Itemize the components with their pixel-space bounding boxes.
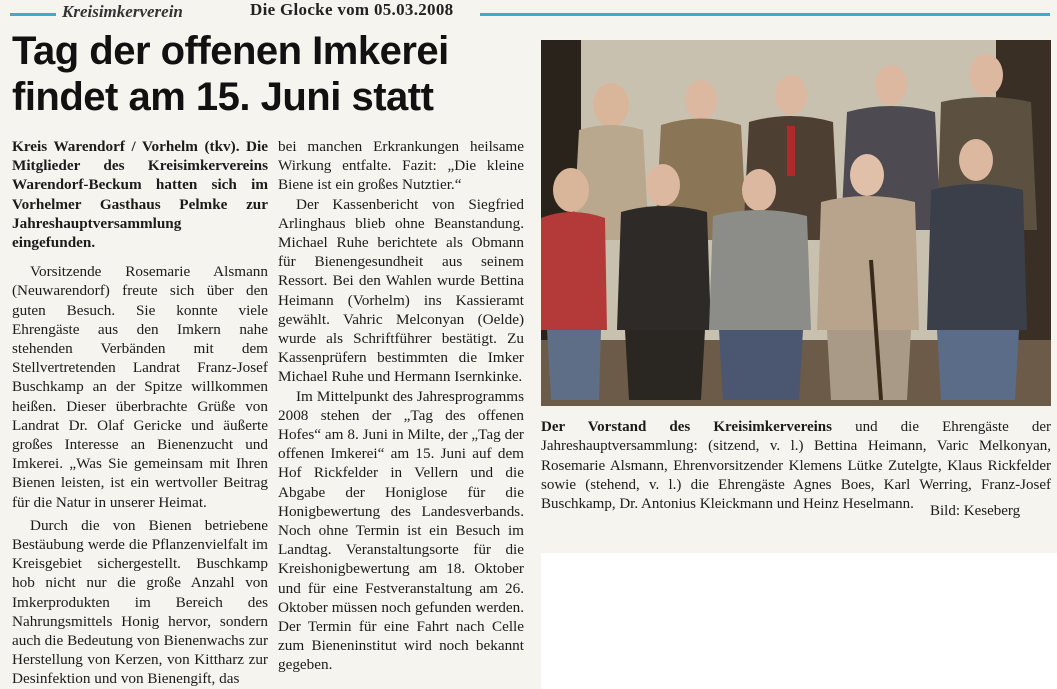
- header-rule-left: [10, 13, 56, 16]
- header-rule-right: [480, 13, 1050, 16]
- photo-credit: Bild: Keseberg: [930, 503, 1021, 519]
- group-photo-image: [541, 40, 1051, 406]
- article-column-1: [12, 137, 268, 689]
- article-paragraph: Im Mittelpunkt des Jahresprogramms 2008 stehen der „Tag des offenen Hofes“ am 8. Juni in Milte, der „Tag der offenen Imkerei“ am 15. Juni auf dem Hof Rickfelder in Vellern und die Abgabe der Honiglose für die Honigbewertung des Landesverbands. Noch ohne Termin ist ein Besuch im Landtag. Veranstaltungsorte für die Kreishonigbewertung am 18. Oktober und für eine Festveranstaltung am 26. Oktober müssen noch gefunden werden. Der Termin für eine Fahrt nach Celle zum Bieneninstitut wird noch bekannt gegeben.: [278, 387, 524, 674]
- headline: Tag der offenen Imkerei findet am 15. Juni statt: [12, 29, 449, 119]
- caption-bold: Der Vorstand des Kreisimkervereins: [541, 419, 832, 435]
- article-paragraph: Durch die von Bienen betriebene Bestäubung werde die Pflanzenvielfalt im Kreisgebiet sichergestellt. Buschkamp hob nicht nur die große Anzahl von Imkerprodukten im Bereich des Nahrungsmittels Honig hervor, sondern auch die Bedeutung von Bienenwachs zur Herstellung von Kerzen, von Kittharz zur Desinfektion und von Bienengift, das: [12, 516, 268, 688]
- photo-caption: [541, 418, 1051, 514]
- page-header: [0, 0, 1057, 26]
- article-column-2: [278, 137, 524, 675]
- article-paragraph: Der Kassenbericht von Siegfried Arlinghaus blieb ohne Beanstandung. Michael Ruhe berichtete als Obmann für Bienengesundheit aus seinem Ressort. Bei den Wahlen wurde Bettina Heimann (Vorhelm) ins Kassieramt gewählt. Vahric Melconyan (Oelde) wurde als Schriftführer bestätigt. Zu Kassenprüfern bestimmten die Imker Michael Ruhe und Hermann Isernkinke.: [278, 195, 524, 386]
- article-paragraph: Vorsitzende Rosemarie Alsmann (Neuwarendorf) freute sich über den guten Besuch. Sie konnte viele Ehrengäste aus den Imkern nahe stehenden Verbänden mit dem Stellvertretenden Landrat Franz-Josef Buschkamp an der Spitze willkommen heißen. Dieser überbrachte Grüße von Landrat Dr. Olaf Gericke und äußerte großes Interesse an Bienenzucht und Imkerei. „Was Sie gemeinsam mit Ihren Bienen leisten, ist ein wertvoller Beitrag für die Natur in unserer Heimat.: [12, 263, 268, 511]
- source-line: Die Glocke vom 05.03.2008: [250, 0, 454, 19]
- article-paragraph: bei manchen Erkrankungen heilsame Wirkung entfalte. Fazit: „Die kleine Biene ist ein großes Nutztier.“: [278, 138, 524, 194]
- section-label: Kreisimkerverein: [62, 2, 183, 21]
- blank-area: [541, 553, 1057, 689]
- group-photo: [541, 40, 1051, 406]
- caption-text: und die Ehrengäste der Jahreshauptversammlung: (sitzend, v. l.) Bettina Heimann, Varic Melkonyan, Rosemarie Alsmann, Ehrenvorsitzender Klemens Lütke Zutelgte, Klaus Rickfelder sowie (stehend, v. l.) die Ehrengäste Agnes Boes, Karl Werring, Franz-Josef Buschkamp, Dr. Antonius Kleickmann und Heinz Heselmann.: [541, 419, 1051, 513]
- article-lead: Kreis Warendorf / Vorhelm (tkv). Die Mitglieder des Kreisimkervereins Warendorf-Beckum hatten sich im Vorhelmer Gasthaus Pelmke zur Jahreshauptversammlung eingefunden.: [12, 138, 268, 252]
